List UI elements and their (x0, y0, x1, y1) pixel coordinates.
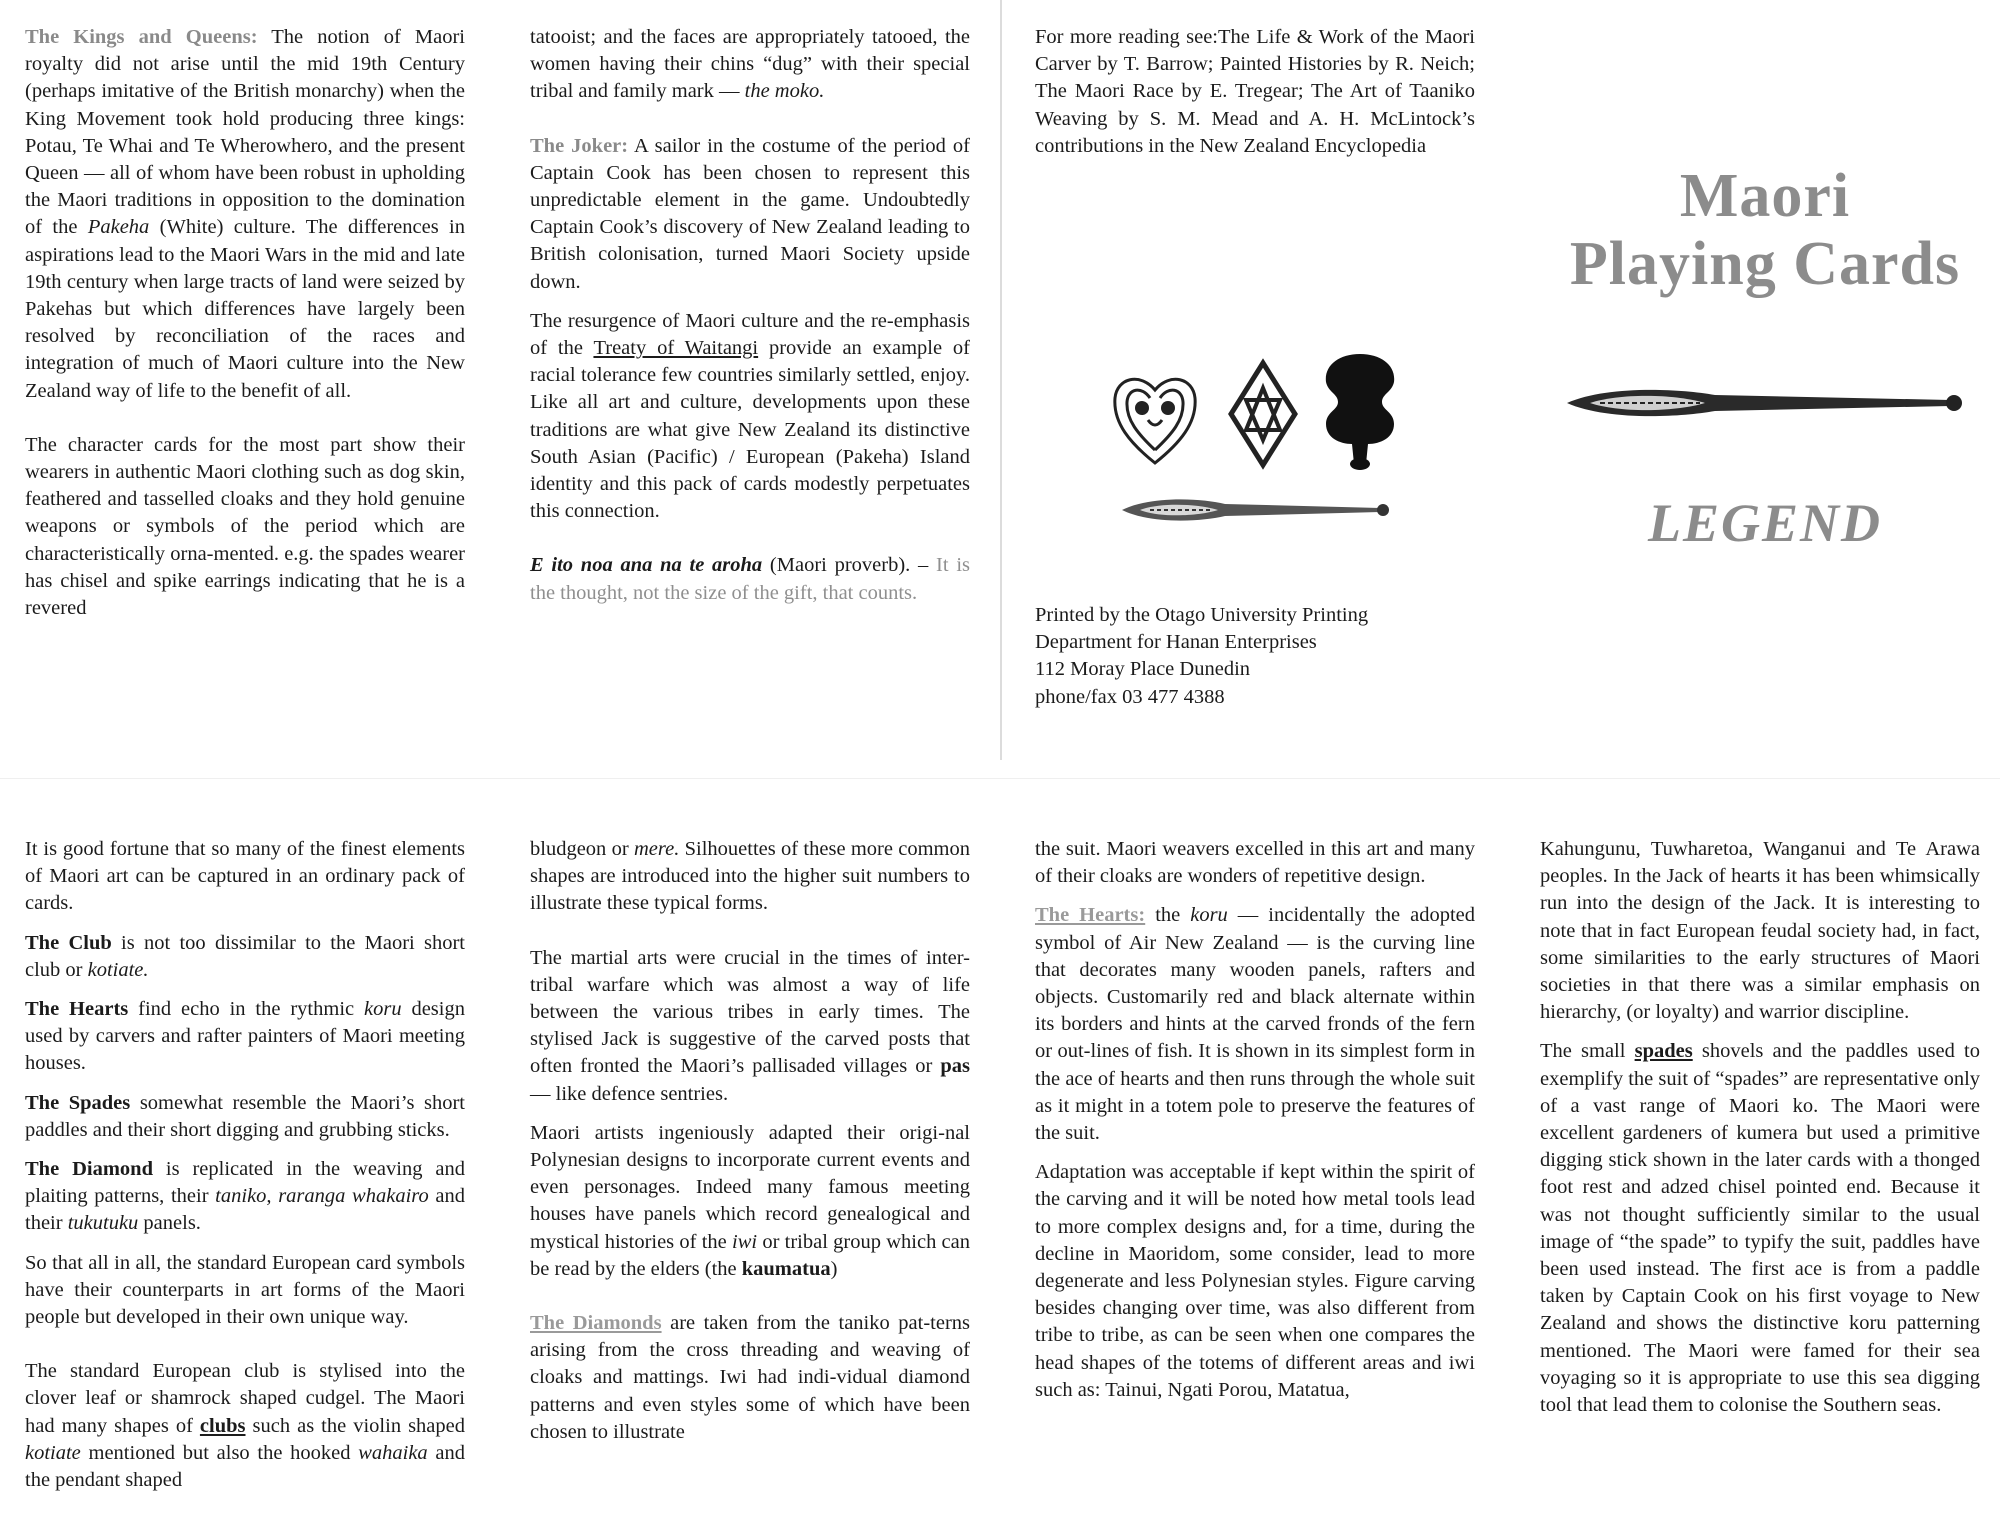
printer-info: Printed by the Otago University Printing Department for Hanan Enterprises 112 Moray Place Dunedin phone/fax 03 477 4388 (1035, 604, 1369, 708)
hearts-heading: The Hearts: (1035, 904, 1146, 927)
heart-koru-icon (1110, 368, 1200, 468)
kings-heading: The Kings and Queens: (25, 26, 258, 48)
kings-paragraph: The Kings and Queens: The notion of Maori royalty did not arise until the mid 19th Century (perhaps imitative of the British monarchy) when the King Movement took hold producing three kings: Potau, Te Whai and Te Wherowhero, and the present Queen — all of whom have been robust in upholding the Maori traditions in opposition to the domination of the Pakeha (White) culture. The differences in aspirations lead to the Maori Wars in the mid and late 19th century when large tracts of land were seized by Pakehas but which differences have largely been resolved by reconciliation of the races and integration of much of Maori culture into the New Zealand way of life to the benefit of all. (25, 26, 465, 402)
bludgeon-paragraph: bludgeon or mere. Silhouettes of these more common shapes are introduced into the higher suit numbers to illustrate these typical forms. (530, 838, 971, 915)
diamonds-heading: The Diamonds (530, 1312, 662, 1335)
artists-paragraph: Maori artists ingeniously adapted their origi-nal Polynesian designs to incorporate current events and even personages. Indeed many famous meeting houses have panels which record genealogical and mystical histories of the iwi or tribal group which can be read by the elders (the kaumatua) (530, 1121, 971, 1280)
adaptation-paragraph: Adaptation was acceptable if kept within the spirit of the carving and it will be noted how metal tools lead to more complex designs and, for a time, during the decline in Maoridom, some consider, lead to more degenerate and less Polynesian styles. Figure carving besides changing over time, was also different from tribe to tribe, as can be seen when one compares the head shapes of the totems of different areas and iwi such as: Tainui, Ngati Porou, Matatua, (1035, 1161, 1475, 1401)
martial-paragraph: The martial arts were crucial in the times of inter-tribal warfare which was almost a way of life between the various tribes in early times. The stylised Jack is suggestive of the carved posts that often fronted the Maori’s pallisaded villages or pas — like defence sentries. (530, 946, 970, 1105)
panel-suits-intro (25, 836, 465, 1494)
panel-joker (530, 24, 970, 607)
diamonds-paragraph: The Diamonds are taken from the taniko pat-terns arising from the cross threading and weaving of cloaks and mattings. Iwi had indi-vidual diamond patterns and even styles some of which have been chosen to illustrate (530, 1312, 970, 1443)
joker-heading: The Joker: (530, 134, 629, 157)
paddle-spade-icon (1120, 492, 1390, 528)
proverb-paragraph: E ito noa ana na te aroha (Maori proverb). – It is the thought, not the size of the gift, that counts. (530, 554, 970, 604)
proverb: E ito noa ana na te aroha (530, 554, 763, 577)
suit-paragraph: the suit. Maori weavers excelled in this art and many of their cloaks are wonders of repetitive design. (1035, 838, 1475, 888)
further-reading: For more reading see:The Life & Work of the Maori Carver by T. Barrow; Painted Histories by R. Neich; The Maori Race by E. Tregear; The Art of Taaniko Weaving by S. M. Mead and A. H. McLintock’s contributions in the New Zealand Encyclopedia (1035, 26, 1475, 157)
cover-title: Maori Playing Cards (1569, 162, 1961, 298)
paddle-cover-icon (1565, 380, 1965, 426)
so-that-paragraph: So that all in all, the standard European card symbols have their counterparts in art forms of the Maori people but developed in their own unique way. (25, 1251, 465, 1329)
fold-line-center (1000, 0, 1002, 760)
panel-reading (1035, 24, 1475, 160)
diamond-taniko-icon (1228, 360, 1298, 468)
intro-paragraph: It is good fortune that so many of the finest elements of Maori art can be captured in an ordinary pack of cards. (25, 838, 465, 915)
panel-martial (530, 836, 970, 1446)
hearts-koru-paragraph: The Hearts: the koru — incidentally the adopted symbol of Air New Zealand — is the curving line that decorates many wooden panels, rafters and objects. Customarily red and black alternate within its borders and hints at the carved fronds of the fern or out-lines of fish. It is shown in its simplest form in the ace of hearts and then runs through the whole suit as it might in a totem pole to preserve the features of the suit. (1035, 904, 1475, 1145)
character-cards-paragraph: The character cards for the most part show their wearers in authentic Maori clothing such as dog skin, feathered and tasselled cloaks and they hold genuine weapons or symbols of the period which are characteristically orna-mented. e.g. the spades wearer has chisel and spike earrings indicating that he is a revered (25, 433, 465, 620)
resurgence-paragraph: The resurgence of Maori culture and the re-emphasis of the Treaty of Waitangi provide an example of racial tolerance few countries similarly settled, enjoy. Like all art and culture, developments upon these traditions are what give New Zealand its distinctive South Asian (Pacific) / European (Pakeha) Island identity and this pack of cards modestly perpetuates this connection. (530, 309, 970, 523)
joker-paragraph: The Joker: A sailor in the costume of the period of Captain Cook has been chosen to represent this unpredictable element in the game. Undoubtedly Captain Cook’s discovery of New Zealand leading to British colonisation, turned Maori Society upside down. (530, 134, 970, 293)
small-spades-paragraph: The small spades shovels and the paddles used to exemplify the suit of “spades” are representative only of a vast range of Maori ko. The Maori were excellent gardeners of kumera but used a primitive digging stick shown in the later cards with a thonged foot rest and adzed chisel pointed end. Because it was not thought sufficiently similar to the usual image of “the spade” to typify the suit, paddles have been used instead. The first ace is from a paddle taken by Captain Cook on his first voyage to New Zealand and shows the distinctive koru patterning mentioned. The Maori were famed for their sea voyaging so it is appropriate to use this sea digging tool that lead them to colonise the Southern seas. (1540, 1040, 1981, 1417)
spades-paragraph: The Spades somewhat resemble the Maori’s short paddles and their short digging and grubbing sticks. (25, 1091, 465, 1141)
tattoo-paragraph: tatooist; and the faces are appropriately tatooed, the women having their chins “dug” with their special tribal and family mark — the moko. (530, 26, 970, 103)
proverb-translation: It is the thought, not the size of the gift, that counts. (530, 554, 970, 604)
panel-kings-and-queens (25, 24, 465, 622)
panel-hearts (1035, 836, 1475, 1404)
treaty-link: Treaty of Waitangi (593, 337, 759, 360)
panel-spades (1540, 836, 1980, 1419)
standard-club-paragraph: The standard European club is stylised into the clover leaf or shamrock shaped cudgel. The Maori had many shapes of clubs such as the violin shaped kotiate mentioned but also the hooked wahaika and the pendant shaped (25, 1360, 466, 1492)
tribes-paragraph: Kahungunu, Tuwharetoa, Wanganui and Te Arawa peoples. In the Jack of hearts it has been whimsically run into the design of the Jack. It is interesting to note that in fact European feudal society had, in fact, some similarities to the early structures of Maori societies in that there was a similar emphasis on hierarchy, (or loyalty) and warrior discipline. (1540, 838, 1980, 1024)
cover-legend: LEGEND (1647, 493, 1882, 553)
hearts-paragraph: The Hearts find echo in the rythmic koru design used by carvers and rafter painters of Maori meeting houses. (25, 998, 465, 1075)
diamond-paragraph: The Diamond is replicated in the weaving and plaiting patterns, their taniko, raranga whakairo and their tukutuku panels. (25, 1158, 465, 1235)
club-paragraph: The Club is not too dissimilar to the Maori short club or kotiate. (25, 931, 466, 981)
fold-line-horizontal (0, 778, 2000, 779)
club-kotiate-icon (1320, 352, 1400, 472)
